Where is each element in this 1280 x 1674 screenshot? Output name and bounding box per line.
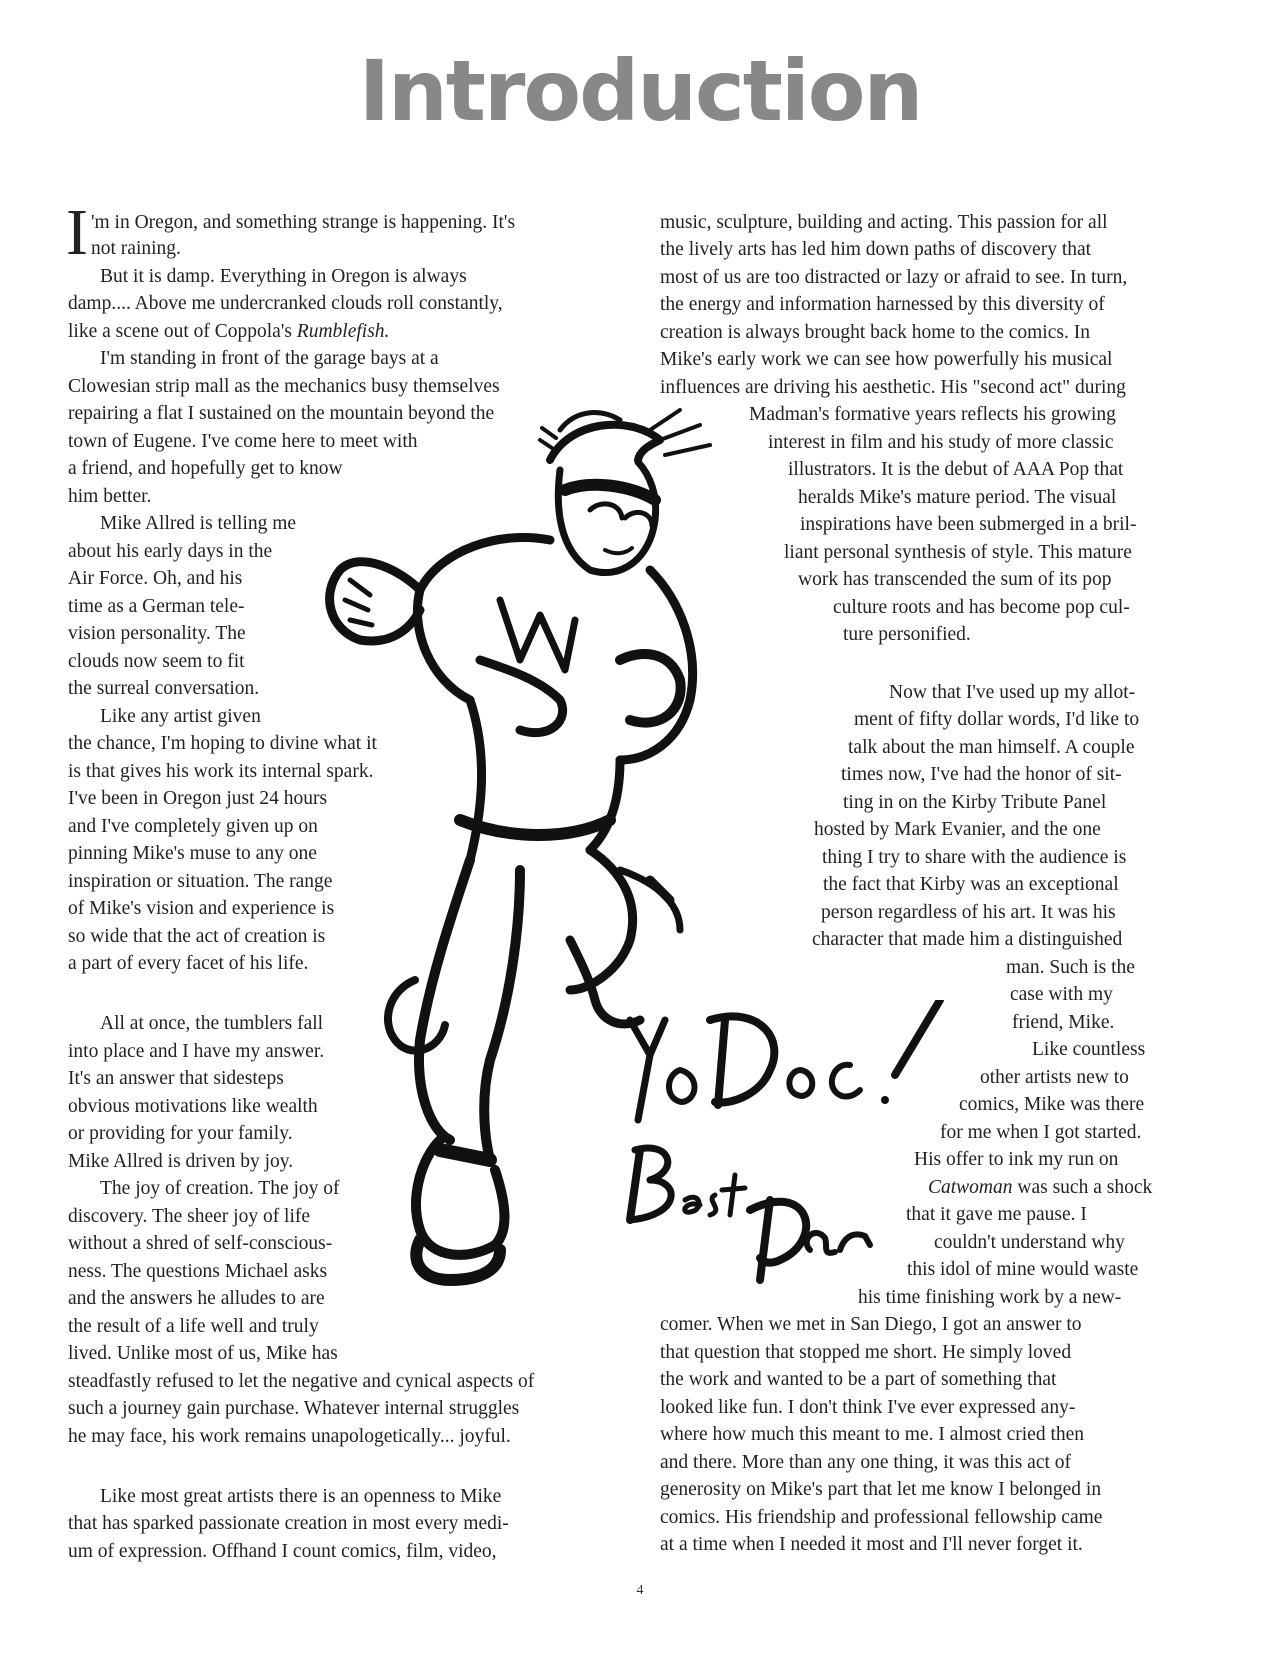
text-line: ness. The questions Michael asks [68,1261,328,1282]
text-line: I've been in Oregon just 24 hours [68,788,328,809]
text-line: times now, I've had the honor of sit- [841,764,1122,785]
text-line: for me when I got started. [940,1122,1142,1143]
text-line: about his early days in the [68,541,273,562]
text-line: Clowesian strip mall as the mechanics busy themselves [68,376,500,397]
text-line: a part of every facet of his life. [68,953,309,974]
text-line: interest in film and his study of more classic [768,432,1114,453]
text-line: hosted by Mark Evanier, and the one [814,819,1101,840]
text-line: other artists new to [980,1067,1129,1088]
handwritten-signature [610,1000,950,1290]
text-line: man. Such is the [1006,957,1135,978]
text-line: ting in on the Kirby Tribute Panel [843,792,1107,813]
text-line: creation is always brought back home to the comics. In [660,322,1090,343]
text-line: town of Eugene. I've come here to meet with [68,431,418,452]
text-line: Mike Allred is driven by joy. [68,1151,294,1172]
text-line: steadfastly refused to let the negative and cynical aspects of [68,1371,535,1392]
text-line: repairing a flat I sustained on the mountain beyond the [68,403,495,424]
text-line: or providing for your family. [68,1123,293,1144]
text-line: Like most great artists there is an openness to Mike [100,1486,502,1507]
text-line: ment of fifty dollar words, I'd like to [854,709,1140,730]
text-line: the lively arts has led him down paths of discovery that [660,239,1092,260]
text-line: All at once, the tumblers fall [100,1013,324,1034]
text-line: discovery. The sheer joy of life [68,1206,311,1227]
text-line: culture roots and has become pop cul- [833,597,1130,618]
text-line: 'm in Oregon, and something strange is happening. It's [91,212,516,233]
text-line: inspirations have been submerged in a bril- [800,514,1137,535]
text-line: Air Force. Oh, and his [68,568,243,589]
text-line: the work and wanted to be a part of something that [660,1369,1057,1390]
text-line: couldn't understand why [934,1232,1125,1253]
text-line: the chance, I'm hoping to divine what it [68,733,377,754]
text-line: into place and I have my answer. [68,1041,325,1062]
text-line: vision personality. The [68,623,246,644]
text-line: is that gives his work its internal spark. [68,761,374,782]
text-line: of Mike's vision and experience is [68,898,335,919]
text-line: Mike Allred is telling me [100,513,297,534]
text-line: most of us are too distracted or lazy or afraid to see. In turn, [660,267,1128,288]
text-line: he may face, his work remains unapologetically... joyful. [68,1426,511,1447]
text-line: time as a German tele- [68,596,245,617]
text-line: talk about the man himself. A couple [848,737,1135,758]
page-number: 4 [636,1583,644,1598]
text-line: such a journey gain purchase. Whatever internal struggles [68,1398,520,1419]
text-line: the result of a life well and truly [68,1316,319,1337]
text-line: comics, Mike was there [959,1094,1145,1115]
text-line: comics. His friendship and professional fellowship came [660,1507,1103,1528]
text-line: It's an answer that sidesteps [68,1068,284,1089]
text-line: that has sparked passionate creation in most every medi- [68,1513,509,1534]
text-line: the surreal conversation. [68,678,260,699]
text-line: the energy and information harnessed by this diversity of [660,294,1105,315]
text-line: his time finishing work by a new- [858,1287,1122,1308]
text-line: friend, Mike. [1012,1012,1115,1033]
text-line: comer. When we met in San Diego, I got an answer to [660,1314,1082,1335]
text-line: illustrators. It is the debut of AAA Pop that [788,459,1124,480]
text-line: and I've completely given up on [68,816,318,837]
text-line: without a shred of self-conscious- [68,1233,333,1254]
page-title: Introduction [358,42,922,140]
book-title: Catwoman [928,1177,1013,1198]
film-title: Rumblefish. [296,321,390,342]
text-line: and the answers he alludes to are [68,1288,325,1309]
text-line: that it gave me pause. I [906,1204,1087,1225]
text-line: obvious motivations like wealth [68,1096,318,1117]
text-line: that question that stopped me short. He simply loved [660,1342,1072,1363]
text-line: and there. More than any one thing, it was this act of [660,1452,1072,1473]
text-line: um of expression. Offhand I count comics, film, video, [68,1541,497,1562]
drop-cap: I [66,196,88,269]
text-line: lived. Unlike most of us, Mike has [68,1343,338,1364]
text-line: Like countless [1032,1039,1146,1060]
text-line: His offer to ink my run on [914,1149,1119,1170]
text-line: where how much this meant to me. I almost cried then [660,1424,1085,1445]
text-line: person regardless of his art. It was his [821,902,1116,923]
text-line: Madman's formative years reflects his growing [749,404,1116,425]
text-line: a friend, and hopefully get to know [68,458,343,479]
text-line: this idol of mine would waste [907,1259,1139,1280]
text-line: liant personal synthesis of style. This mature [784,542,1132,563]
text-line: damp.... Above me undercranked clouds roll constantly, [68,293,503,314]
text-line: heralds Mike's mature period. The visual [798,487,1117,508]
text-line: thing I try to share with the audience is [822,847,1127,868]
text-line: at a time when I needed it most and I'll never forget it. [660,1534,1083,1555]
text-line: pinning Mike's muse to any one [68,843,317,864]
text-line: influences are driving his aesthetic. His "second act" during [660,377,1126,398]
text-line: so wide that the act of creation is [68,926,326,947]
text-line: looked like fun. I don't think I've ever expressed any- [660,1397,1076,1418]
text-line: not raining. [91,238,181,259]
text-line: the fact that Kirby was an exceptional [823,874,1119,895]
text-line: like a scene out of Coppola's Rumblefish. [68,321,390,342]
text-line: generosity on Mike's part that let me know I belonged in [660,1479,1102,1500]
text-line: I'm standing in front of the garage bays at a [100,348,439,369]
text-line: clouds now seem to fit [68,651,245,672]
text-line: The joy of creation. The joy of [100,1178,340,1199]
text-line: him better. [68,486,152,507]
text-line: case with my [1010,984,1113,1005]
text-line: Like any artist given [100,706,261,727]
text-line: ture personified. [843,624,971,645]
text-line: Catwoman was such a shock [928,1177,1153,1198]
text-line: Now that I've used up my allot- [889,682,1136,703]
text-line: music, sculpture, building and acting. This passion for all [660,212,1108,233]
text-line: character that made him a distinguished [812,929,1123,950]
text-line: But it is damp. Everything in Oregon is always [100,266,467,287]
text-line: Mike's early work we can see how powerfully his musical [660,349,1113,370]
text-line: work has transcended the sum of its pop [798,569,1112,590]
text-line: inspiration or situation. The range [68,871,333,892]
